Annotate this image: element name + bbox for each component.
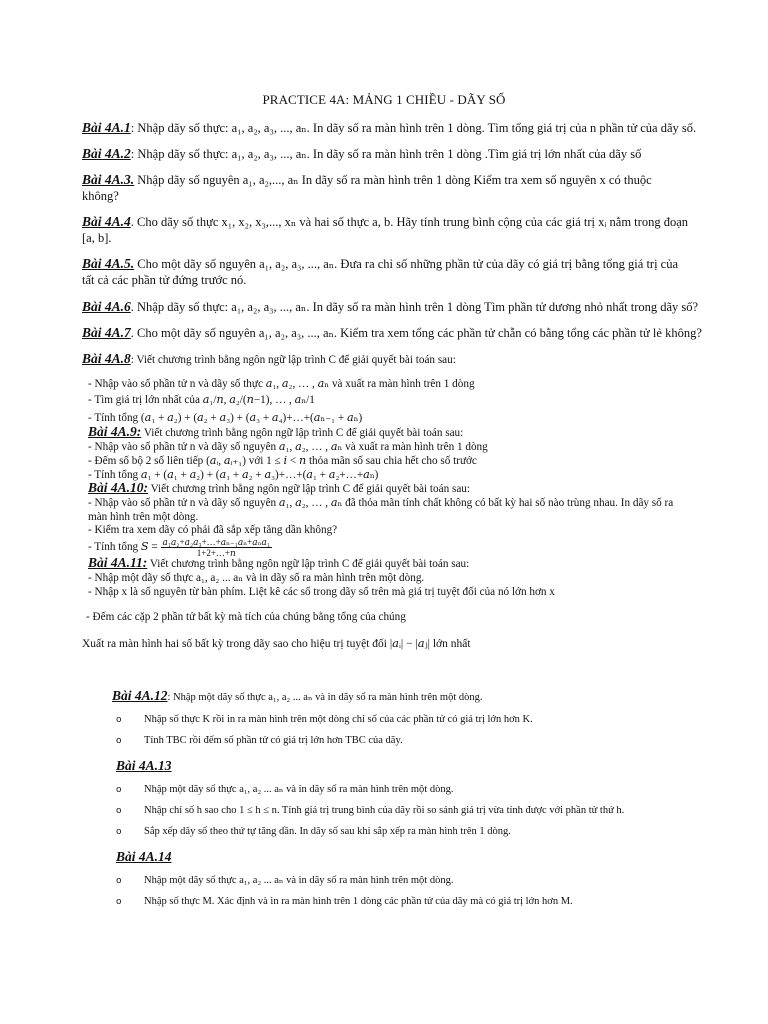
exercise-text: . Cho một dãy số nguyên a₁, a₂, a₃, ..., aₙ. Kiểm tra xem tổng các phần tử chẵn có bằng tổng các phần tử lẻ không? [130, 326, 702, 340]
exercise-4a3 [82, 172, 690, 204]
list-item [116, 734, 403, 748]
exercise-line: - Nhập vào số phần tử n và dãy số nguyên 𝑎₁, 𝑎₂, … , 𝑎ₙ và xuất ra màn hình trên 1 dòng [88, 441, 488, 453]
list-item-text: Nhập chỉ số h sao cho 1 ≤ h ≤ n. Tính giá trị trung bình của dãy rồi so sánh giá trị vừa tính được với phần tử thứ h. [144, 805, 625, 816]
list-item-text: Nhập số thực K rồi in ra màn hình trên một dòng chỉ số của các phần tử có giá trị lớn hơn K. [144, 714, 533, 725]
list-item [116, 895, 573, 909]
exercise-4a7 [82, 325, 702, 341]
bullet-icon: o [116, 736, 122, 746]
list-item-text: Sắp xếp dãy số theo thứ tự tăng dần. In dãy số sau khi sắp xếp ra màn hình trên 1 dòng. [144, 826, 511, 837]
exercise-line: - Nhập một dãy số thực a₁, a₂ ... aₙ và in dãy số ra màn hình trên một dòng. [88, 572, 425, 584]
exercise-label: Bài 4A.4 [82, 214, 131, 229]
list-item [116, 874, 453, 888]
exercise-4a10 [88, 480, 708, 497]
exercise-label: Bài 4A.6 [82, 299, 131, 314]
exercise-text: : Nhập dãy số thực: a₁, a₂, a₃, ..., aₙ. In dãy số ra màn hình trên 1 dòng. Tìm tổng giá trị của n phần tử của dãy số. [130, 121, 697, 135]
exercise-text: Viết chương trình bằng ngôn ngữ lập trình C để giải quyết bài toán sau: [148, 483, 470, 495]
list-item [116, 783, 453, 797]
list-item [116, 713, 533, 727]
exercise-4a12 [112, 688, 732, 706]
extra-task-line: - Đếm các cặp 2 phần tử bất kỳ mà tích của chúng bằng tổng của chúng [86, 611, 406, 623]
exercise-4a1 [82, 120, 702, 136]
fraction-denominator: 1+2+…+𝑛 [196, 548, 236, 558]
exercise-label: Bài 4A.10: [88, 480, 149, 495]
list-item-text: Nhập một dãy số thực a₁, a₂ ... aₙ và in dãy số ra màn hình trên một dòng. [144, 875, 454, 886]
exercise-4a2 [82, 146, 702, 162]
bullet-icon: o [116, 785, 122, 795]
exercise-label: Bài 4A.12 [112, 688, 168, 703]
exercise-line: - Nhập vào số phần tử n và dãy số nguyên 𝑎₁, 𝑎₂, … , 𝑎ₙ đã thỏa mãn tính chất không có bất kỳ hai số nào trùng nhau. In dãy số ra màn hình trên một dòng. [88, 497, 674, 523]
exercise-text: : Nhập một dãy số thực a₁, a₂ ... aₙ và in dãy số ra màn hình trên một dòng. [167, 692, 483, 703]
exercise-label: Bài 4A.1 [82, 120, 131, 135]
bullet-icon: o [116, 827, 122, 837]
exercise-text: Viết chương trình bằng ngôn ngữ lập trình C để giải quyết bài toán sau: [147, 558, 470, 570]
exercise-text: : Viết chương trình bằng ngôn ngữ lập trình C để giải quyết bài toán sau: [130, 354, 456, 366]
exercise-text: . Nhập dãy số thực: a₁, a₂, a₃, ..., aₙ. In dãy số ra màn hình trên 1 dòng Tìm phần tử dương nhỏ nhất trong dãy số? [130, 300, 699, 314]
exercise-line: - Nhập vào số phần tử n và dãy số thực 𝑎₁, 𝑎₂, … , 𝑎ₙ và xuất ra màn hình trên 1 dòng [88, 378, 475, 390]
exercise-4a11 [88, 555, 708, 572]
formula-prefix: - Tính tổng 𝑆 = [88, 541, 161, 554]
exercise-4a9 [88, 424, 708, 441]
list-item [116, 825, 511, 839]
exercise-line: - Đếm số bộ 2 số liên tiếp (𝑎ᵢ, 𝑎ᵢ₊₁) với 1 ≤ 𝑖 < 𝑛 thỏa mãn số sau chia hết cho số trước [88, 455, 477, 467]
extra-task-line: Xuất ra màn hình hai số bất kỳ trong dãy sao cho hiệu trị tuyệt đối |𝑎ᵢ| − |𝑎ⱼ| lớn nhất [82, 638, 471, 650]
exercise-line: - Tìm giá trị lớn nhất của 𝑎₁/𝑛, 𝑎₂/(𝑛−1), … , 𝑎ₙ/1 [88, 394, 315, 406]
bullet-icon: o [116, 897, 122, 907]
exercise-text: Cho một dãy số nguyên a₁, a₂, a₃, ..., aₙ. Đưa ra chỉ số những phần tử của dãy có giá trị bằng tổng giá trị của tất cả các phần tử đứng trước nó. [82, 257, 679, 287]
fraction-numerator: 𝑎₁𝑎₂+𝑎₂𝑎₃+…+𝑎ₙ₋₁𝑎ₙ+𝑎ₙ𝑎₁ [162, 537, 271, 547]
exercise-4a5 [82, 256, 690, 288]
bullet-icon: o [116, 806, 122, 816]
list-item [116, 804, 624, 818]
exercise-line: - Nhập x là số nguyên từ bàn phím. Liệt kê các số trong dãy số trên mà giá trị tuyệt đối của nó lớn hơn x [88, 586, 555, 598]
exercise-label: Bài 4A.5. [82, 256, 135, 271]
exercise-line: - Tính tổng (𝑎₁ + 𝑎₂) + (𝑎₂ + 𝑎₃) + (𝑎₃ + 𝑎₄)+…+(𝑎ₙ₋₁ + 𝑎ₙ) [88, 412, 363, 424]
exercise-4a4 [82, 214, 690, 246]
exercise-4a6 [82, 299, 702, 315]
exercise-line: - Kiểm tra xem dãy có phải đã sắp xếp tăng dần không? [88, 524, 338, 536]
list-item-text: Nhập số thực M. Xác định và in ra màn hình trên 1 dòng các phần tử của dãy mà có giá trị lớn hơn M. [144, 896, 573, 907]
exercise-label: Bài 4A.9: [88, 424, 142, 439]
page-title: PRACTICE 4A: MẢNG 1 CHIỀU - DÃY SỐ [262, 92, 506, 107]
exercise-label: Bài 4A.2 [82, 146, 131, 161]
bullet-icon: o [116, 876, 122, 886]
exercise-4a13-label: Bài 4A.13 [116, 758, 172, 773]
exercise-label: Bài 4A.11: [88, 555, 148, 570]
exercise-text: Nhập dãy số nguyên a₁, a₂,..., aₙ In dãy số ra màn hình trên 1 dòng Kiểm tra xem số nguyên x có thuộc không? [82, 173, 652, 203]
bullet-icon: o [116, 715, 122, 725]
exercise-text: : Nhập dãy số thực: a₁, a₂, a₃, ..., aₙ. In dãy số ra màn hình trên 1 dòng .Tìm giá trị lớn nhất của dãy số [130, 147, 642, 161]
exercise-text: Viết chương trình bằng ngôn ngữ lập trình C để giải quyết bài toán sau: [141, 427, 464, 439]
exercise-4a8 [82, 351, 702, 368]
exercise-4a14-label: Bài 4A.14 [116, 849, 172, 864]
exercise-text: . Cho dãy số thực x₁, x₂, x₃,..., xₙ và hai số thực a, b. Hãy tính trung bình cộng của các giá trị xᵢ nằm trong đoạn [a, b]. [82, 215, 688, 245]
list-item-text: Nhập một dãy số thực a₁, a₂ ... aₙ và in dãy số ra màn hình trên một dòng. [144, 784, 454, 795]
list-item-text: Tính TBC rồi đếm số phần tử có giá trị lớn hơn TBC của dãy. [144, 735, 403, 746]
exercise-line: - Tính tổng 𝑎₁ + (𝑎₁ + 𝑎₂) + (𝑎₁ + 𝑎₂ + 𝑎₃)+…+(𝑎₁ + 𝑎₂+…+𝑎ₙ) [88, 469, 379, 481]
exercise-label: Bài 4A.7 [82, 325, 131, 340]
exercise-label: Bài 4A.3. [82, 172, 135, 187]
exercise-label: Bài 4A.8 [82, 351, 131, 366]
